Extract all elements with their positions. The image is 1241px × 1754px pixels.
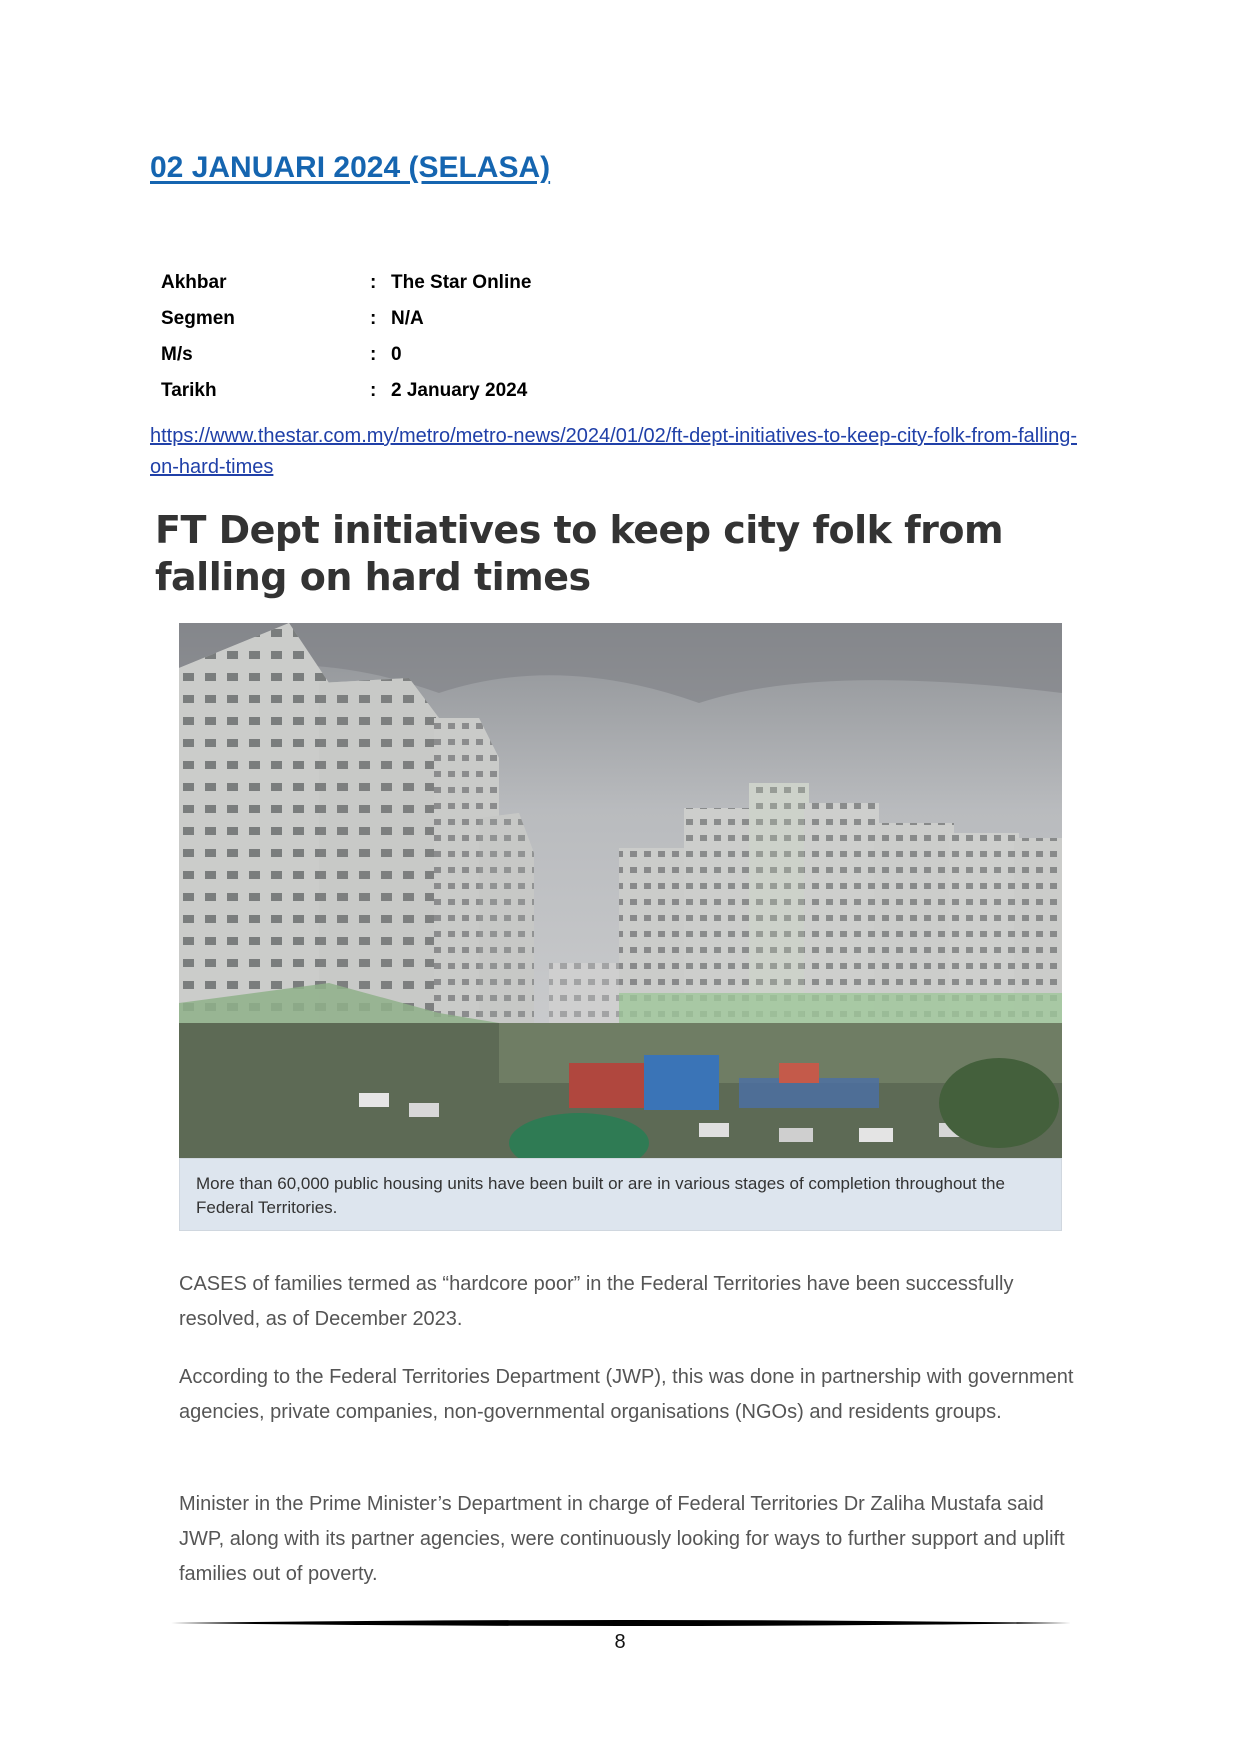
meta-separator: :	[370, 344, 377, 365]
meta-label: M/s	[161, 344, 193, 365]
meta-value: 2 January 2024	[391, 380, 528, 401]
footer-divider	[171, 1617, 1071, 1629]
meta-separator: :	[370, 308, 377, 329]
meta-value: 0	[391, 344, 402, 365]
meta-value: N/A	[391, 308, 424, 329]
meta-label: Tarikh	[161, 380, 217, 401]
article-url-link[interactable]: https://www.thestar.com.my/metro/metro-news/2024/01/02/ft-dept-initiatives-to-keep-city-folk-from-falling-on-hard-times	[150, 425, 1077, 478]
photo-caption: More than 60,000 public housing units have been built or are in various stages of completion throughout the Federal Territories.	[179, 1158, 1062, 1231]
page-number: 8	[614, 1631, 626, 1653]
meta-label: Segmen	[161, 308, 235, 329]
meta-separator: :	[370, 380, 377, 401]
article-photo	[179, 623, 1062, 1158]
meta-value: The Star Online	[391, 272, 532, 293]
article-paragraph: CASES of families termed as “hardcore poor” in the Federal Territories have been successfully resolved, as of December 2023.	[179, 1273, 1014, 1330]
article-headline: FT Dept initiatives to keep city folk from falling on hard times	[155, 508, 1004, 599]
date-heading: 02 JANUARI 2024 (SELASA)	[150, 151, 551, 184]
article-paragraph: According to the Federal Territories Department (JWP), this was done in partnership with government agencies, private companies, non-governmental organisations (NGOs) and residents groups.	[179, 1366, 1074, 1423]
housing-photo-illustration	[179, 623, 1062, 1158]
meta-separator: :	[370, 272, 377, 293]
article-paragraph: Minister in the Prime Minister’s Department in charge of Federal Territories Dr Zaliha Mustafa said JWP, along with its partner agencies, were continuously looking for ways to further support and uplift families out of poverty.	[179, 1493, 1065, 1585]
meta-label: Akhbar	[161, 272, 227, 293]
